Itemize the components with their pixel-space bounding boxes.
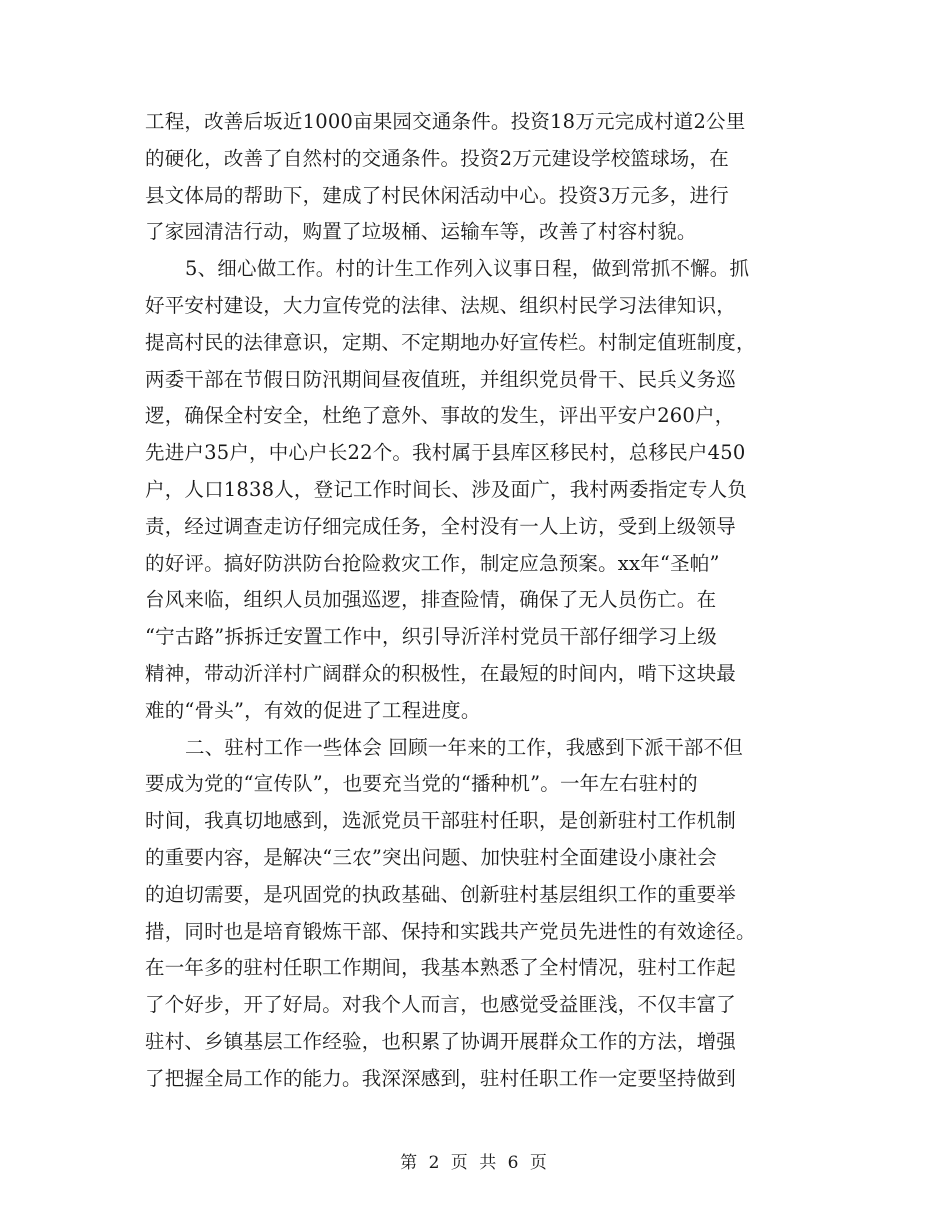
text-line: 的重要内容，是解决“三农”突出问题、加快驻村全面建设小康社会 — [145, 845, 717, 869]
body-text — [145, 104, 810, 1098]
text-line: 先进户35户，中心户长22个。我村属于县库区移民村，总移民户450 — [145, 441, 746, 465]
text-line: 了个好步，开了好局。对我个人而言，也感觉受益匪浅，不仅丰富了 — [145, 993, 737, 1017]
text-line: 要成为党的“宣传队”，也要充当党的“播种机”。一年左右驻村的 — [145, 772, 698, 796]
text-line: 精神，带动沂洋村广阔群众的积极性，在最短的时间内，啃下这块最 — [145, 661, 737, 685]
text-line: 责，经过调查走访仔细完成任务，全村没有一人上访，受到上级领导 — [145, 514, 737, 538]
text-line: 在一年多的驻村任职工作期间，我基本熟悉了全村情况，驻村工作起 — [145, 956, 737, 980]
text-line: “宁古路”拆拆迁安置工作中，织引导沂洋村党员干部仔细学习上级 — [145, 625, 717, 649]
text-line: 的硬化，改善了自然村的交通条件。投资2万元建设学校篮球场，在 — [145, 146, 729, 170]
text-line: 难的“骨头”，有效的促进了工程进度。 — [145, 698, 481, 722]
text-line: 好平安村建设，大力宣传党的法律、法规、组织村民学习法律知识， — [145, 293, 737, 317]
text-line: 的好评。搞好防洪防台抢险救灾工作，制定应急预案。xx年“圣帕” — [145, 551, 720, 575]
text-line: 工程，改善后坂近1000亩果园交通条件。投资18万元完成村道2公里 — [145, 110, 746, 133]
text-line: 提高村民的法律意识，定期、不定期地办好宣传栏。村制定值班制度， — [145, 330, 756, 354]
page-number-footer: 第 2 页 共 6 页 — [400, 1153, 550, 1173]
text-line: 措，同时也是培育锻炼干部、保持和实践共产党员先进性的有效途径。 — [145, 919, 756, 943]
text-line: 的迫切需要，是巩固党的执政基础、创新驻村基层组织工作的重要举 — [145, 882, 737, 906]
text-line: 台风来临，组织人员加强巡逻，排查险情，确保了无人员伤亡。在 — [145, 588, 717, 612]
text-line: 逻，确保全村安全，杜绝了意外、事故的发生，评出平安户260户， — [145, 404, 735, 428]
text-line: 户，人口1838人，登记工作时间长、涉及面广，我村两委指定专人负 — [145, 477, 748, 501]
text-line: 时间，我真切地感到，选派党员干部驻村任职，是创新驻村工作机制 — [145, 809, 737, 833]
paragraph-start-line: 二、驻村工作一些体会 回顾一年来的工作，我感到下派干部不但 — [185, 735, 743, 759]
text-line: 了家园清洁行动，购置了垃圾桶、运输车等，改善了村容村貌。 — [145, 220, 697, 244]
text-line: 县文体局的帮助下，建成了村民休闲活动中心。投资3万元多，进行 — [145, 183, 729, 207]
text-line: 了把握全局工作的能力。我深深感到，驻村任职工作一定要坚持做到 — [145, 1066, 737, 1090]
text-line: 两委干部在节假日防汛期间昼夜值班，并组织党员骨干、民兵义务巡 — [145, 367, 737, 391]
text-line: 驻村、乡镇基层工作经验，也积累了协调开展群众工作的方法，增强 — [145, 1029, 737, 1053]
paragraph-start-line: 5、细心做工作。村的计生工作列入议事日程，做到常抓不懈。抓 — [185, 257, 750, 281]
